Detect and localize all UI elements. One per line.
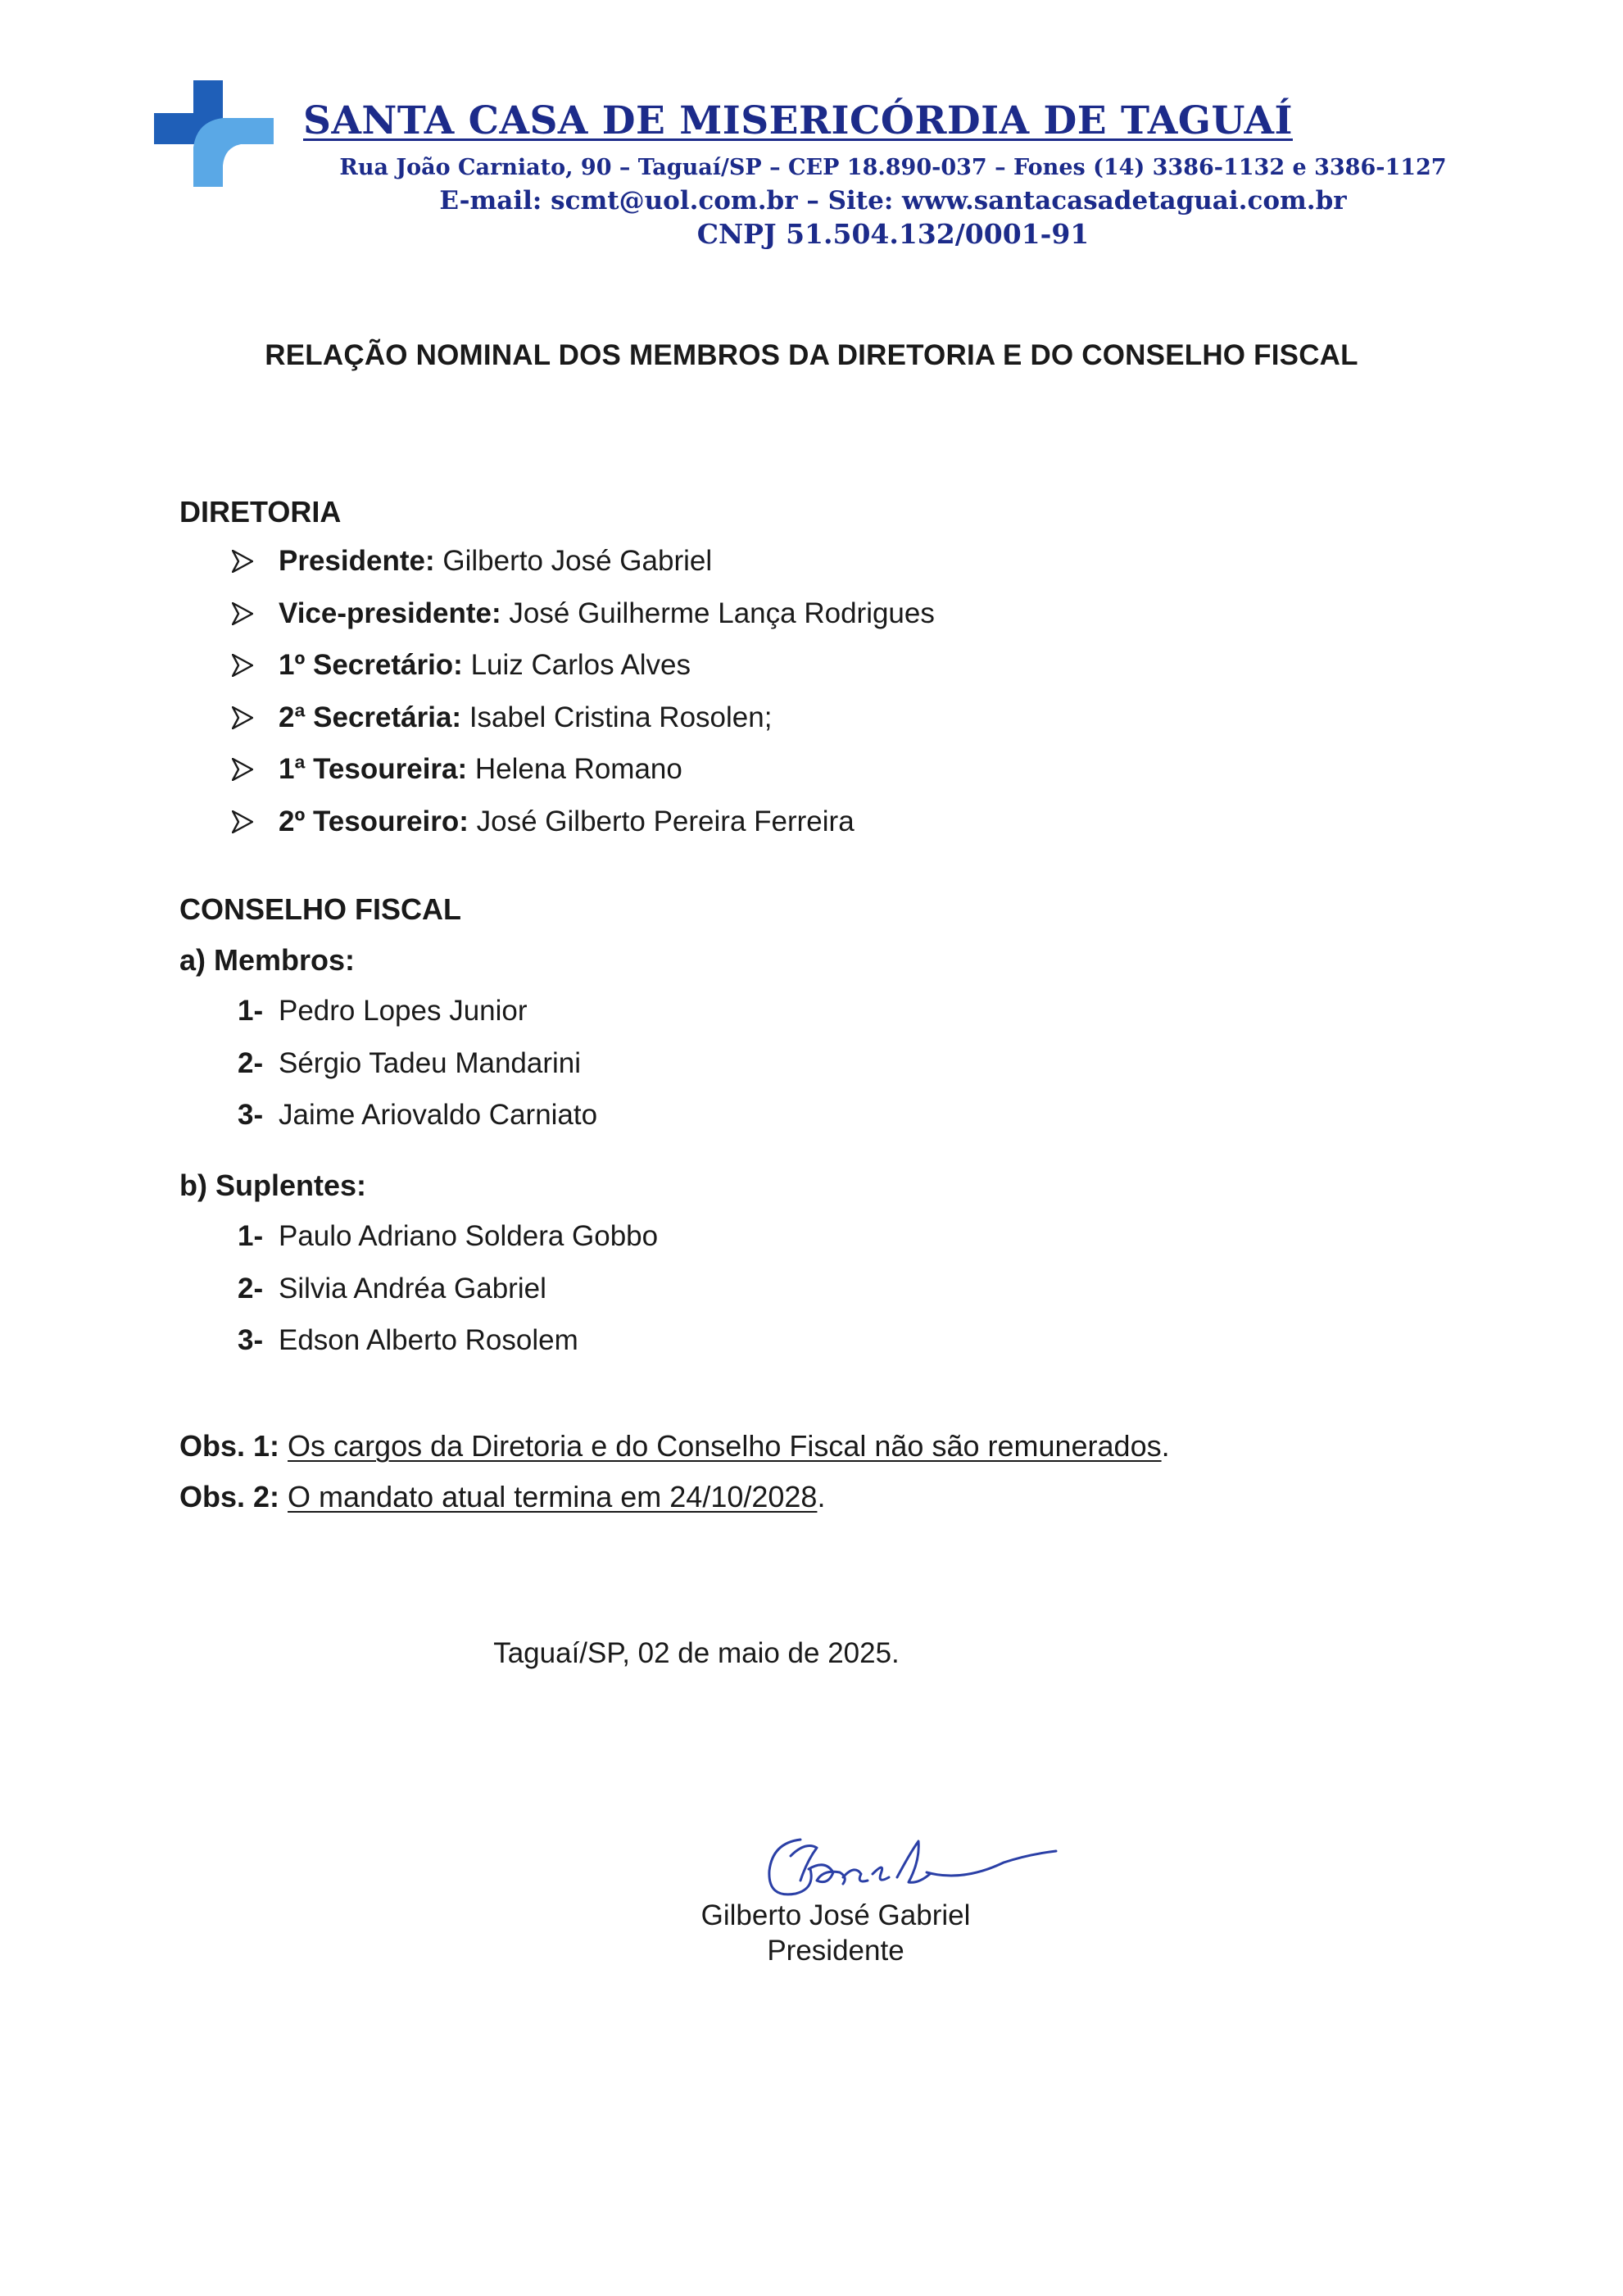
organization-address: Rua João Carniato, 90 – Taguaí/SP – CEP 18.890-037 – Fones (14) 3386-1132 e 3386-1127 — [339, 155, 1447, 180]
organization-name: SANTA CASA DE MISERICÓRDIA DE TAGUAÍ — [303, 98, 1293, 143]
place-and-date: Taguaí/SP, 02 de maio de 2025. — [493, 1637, 900, 1669]
diretoria-role: 2ª Secretária: — [279, 701, 462, 733]
membro-number: 2- — [238, 1046, 264, 1079]
suplente-name: Paulo Adriano Soldera Gobbo — [279, 1220, 659, 1252]
observation-end: . — [1161, 1429, 1170, 1463]
diretoria-role: 1ª Tesoureira: — [279, 753, 468, 786]
diretoria-name: José Gilberto Pereira Ferreira — [476, 805, 855, 837]
observation-text: O mandato atual termina em 24/10/2028 — [288, 1480, 818, 1513]
diretoria-name: Isabel Cristina Rosolen; — [469, 701, 773, 733]
membro-name: Pedro Lopes Junior — [279, 995, 528, 1027]
diretoria-heading: DIRETORIA — [179, 495, 342, 529]
membro-number: 3- — [238, 1099, 264, 1132]
arrowhead-icon — [232, 654, 253, 677]
arrowhead-icon — [232, 810, 253, 833]
suplente-number: 1- — [238, 1220, 264, 1252]
suplente-name: Edson Alberto Rosolem — [279, 1324, 578, 1357]
arrowhead-icon — [232, 602, 253, 625]
document-title: RELAÇÃO NOMINAL DOS MEMBROS DA DIRETORIA E DO CONSELHO FISCAL — [265, 339, 1358, 371]
signer-title: Presidente — [767, 1935, 904, 1967]
suplente-name: Silvia Andréa Gabriel — [279, 1272, 546, 1305]
diretoria-role: 1º Secretário: — [279, 649, 463, 682]
membros-label: a) Membros: — [179, 943, 356, 977]
suplente-number: 2- — [238, 1272, 264, 1305]
organization-cnpj: CNPJ 51.504.132/0001-91 — [696, 218, 1090, 250]
arrowhead-icon — [232, 706, 253, 729]
diretoria-name: Helena Romano — [474, 753, 682, 786]
observation-2 — [179, 1479, 825, 1515]
membro-number: 1- — [238, 995, 264, 1027]
observation-label: Obs. 2: — [179, 1480, 280, 1513]
observation-text: Os cargos da Diretoria e do Conselho Fiscal não são remunerados — [288, 1429, 1162, 1463]
observation-label: Obs. 1: — [179, 1429, 280, 1463]
diretoria-role: 2º Tesoureiro: — [279, 805, 469, 837]
arrowhead-icon — [232, 758, 253, 781]
suplente-number: 3- — [238, 1324, 264, 1357]
signer-name: Gilberto José Gabriel — [700, 1899, 971, 1931]
organization-contact: E-mail: scmt@uol.com.br – Site: www.santacasadetaguai.com.br — [439, 186, 1347, 216]
observation-end: . — [817, 1480, 826, 1513]
membro-name: Sérgio Tadeu Mandarini — [279, 1046, 582, 1079]
santa-casa-cross-logo — [154, 80, 274, 187]
membro-name: Jaime Ariovaldo Carniato — [279, 1099, 598, 1132]
diretoria-role: Presidente: — [279, 545, 435, 577]
suplentes-label: b) Suplentes: — [179, 1168, 367, 1202]
conselho-fiscal-heading: CONSELHO FISCAL — [179, 892, 462, 926]
diretoria-name: Luiz Carlos Alves — [470, 649, 691, 682]
observation-1 — [179, 1428, 1170, 1464]
diretoria-name: Gilberto José Gabriel — [442, 545, 713, 577]
diretoria-role: Vice-presidente: — [279, 597, 501, 629]
arrowhead-icon — [232, 550, 253, 573]
diretoria-name: José Guilherme Lança Rodrigues — [509, 597, 935, 629]
